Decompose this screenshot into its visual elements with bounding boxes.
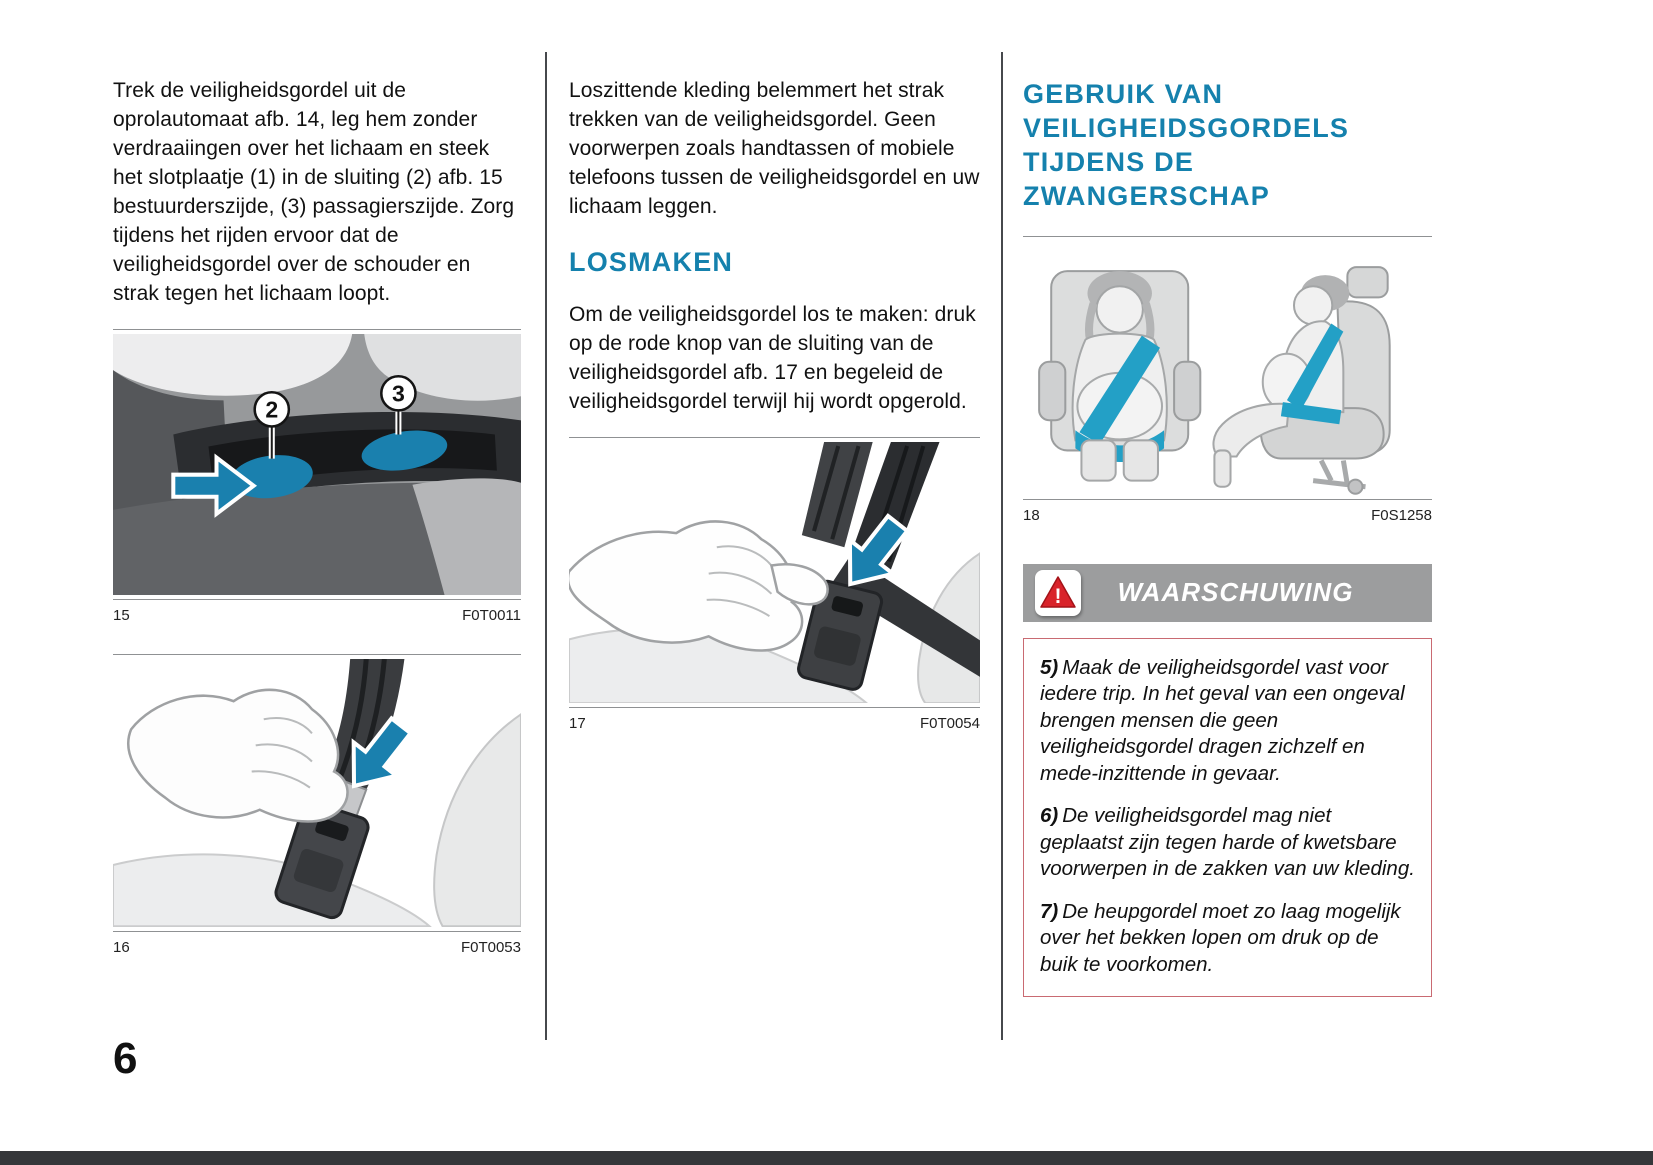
figure-18 bbox=[1023, 253, 1432, 524]
warning-item bbox=[1040, 803, 1417, 883]
warning-item-text: De heupgordel moet zo laag mogelijk over het bekken lopen om druk op de buik te voorkomen. bbox=[1040, 899, 1401, 976]
figure-code: F0T0011 bbox=[462, 607, 521, 625]
warning-item bbox=[1040, 899, 1417, 979]
figure-15 bbox=[113, 329, 521, 624]
heading-rule bbox=[1023, 236, 1432, 237]
figure-number: 16 bbox=[113, 938, 130, 956]
figure-code: F0T0054 bbox=[919, 715, 980, 733]
belt-release-illustration bbox=[569, 442, 980, 703]
warning-item-number: 6) bbox=[1040, 804, 1059, 828]
column-left bbox=[113, 55, 521, 956]
figure-number: 15 bbox=[113, 607, 130, 625]
warning-triangle-icon bbox=[1035, 570, 1081, 616]
footer-bar bbox=[0, 1151, 1653, 1165]
warning-item-number: 5) bbox=[1040, 655, 1059, 679]
figure-caption bbox=[113, 599, 521, 624]
losmaken-heading: LOSMAKEN bbox=[569, 247, 734, 277]
warning-header bbox=[1023, 564, 1432, 622]
warning-item-number: 7) bbox=[1040, 899, 1059, 923]
seatbelt-buckles-illustration bbox=[113, 334, 521, 595]
figure-code: F0S1258 bbox=[1371, 506, 1432, 524]
figure-caption bbox=[113, 931, 521, 956]
callout-2-label: 2 bbox=[265, 396, 279, 423]
warning-box bbox=[1023, 638, 1432, 998]
warning-item-text: De veiligheidsgordel mag niet geplaatst zijn tegen harde of kwetsbare voorwerpen in de zakken van uw kleding. bbox=[1040, 804, 1415, 881]
callout-3-label: 3 bbox=[391, 380, 405, 407]
page-number: 6 bbox=[113, 1034, 138, 1083]
figure-number: 18 bbox=[1023, 506, 1040, 524]
pregnancy-seatbelt-illustration bbox=[1023, 253, 1432, 495]
clothing-paragraph: Loszittende kleding belemmert het strak trekken van de veiligheidsgordel. Geen voorwerpen zoals handtassen of mobiele telefoons tussen de veiligheidsgordel en uw lichaam leggen. bbox=[569, 79, 980, 218]
intro-paragraph: Trek de veiligheidsgordel uit de oprolautomaat afb. 14, leg hem zonder verdraaiingen over het lichaam en steek het slotplaatje (1) in de sluiting (2) afb. 15 bestuurderszijde, (3) passagierszijde. Zorg tijdens het rijden ervoor dat de veiligheidsgordel over de schouder en strak tegen het lichaam loopt. bbox=[113, 79, 515, 305]
figure-caption bbox=[569, 707, 980, 732]
warning-title: WAARSCHUWING bbox=[1117, 577, 1354, 608]
column-divider-1 bbox=[545, 52, 547, 1040]
warning-item bbox=[1040, 655, 1417, 788]
figure-caption bbox=[1023, 499, 1432, 524]
column-middle bbox=[569, 55, 980, 732]
column-divider-2 bbox=[1001, 52, 1003, 1040]
pregnancy-heading: GEBRUIK VAN VEILIGHEIDSGORDELS TIJDENS DE ZWANGERSCHAP bbox=[1023, 79, 1350, 212]
figure-16 bbox=[113, 654, 521, 955]
figure-17 bbox=[569, 437, 980, 732]
release-paragraph: Om de veiligheidsgordel los te maken: druk op de rode knop van de sluiting van de veiligheidsgordel afb. 17 en begeleid de veiligheidsgordel terwijl hij wordt opgerold. bbox=[569, 303, 976, 413]
figure-number: 17 bbox=[569, 715, 586, 733]
warning-item-text: Maak de veiligheidsgordel vast voor iedere trip. In het geval van een ongeval brengen mensen die geen veiligheidsgordel dragen zichzelf en mede-inzittende in gevaar. bbox=[1040, 655, 1405, 785]
belt-insert-illustration bbox=[113, 659, 521, 926]
column-right bbox=[1023, 55, 1432, 997]
figure-code: F0T0053 bbox=[460, 938, 521, 956]
front-view-figure bbox=[1039, 271, 1200, 481]
exclamation-glyph: ! bbox=[1054, 584, 1062, 608]
